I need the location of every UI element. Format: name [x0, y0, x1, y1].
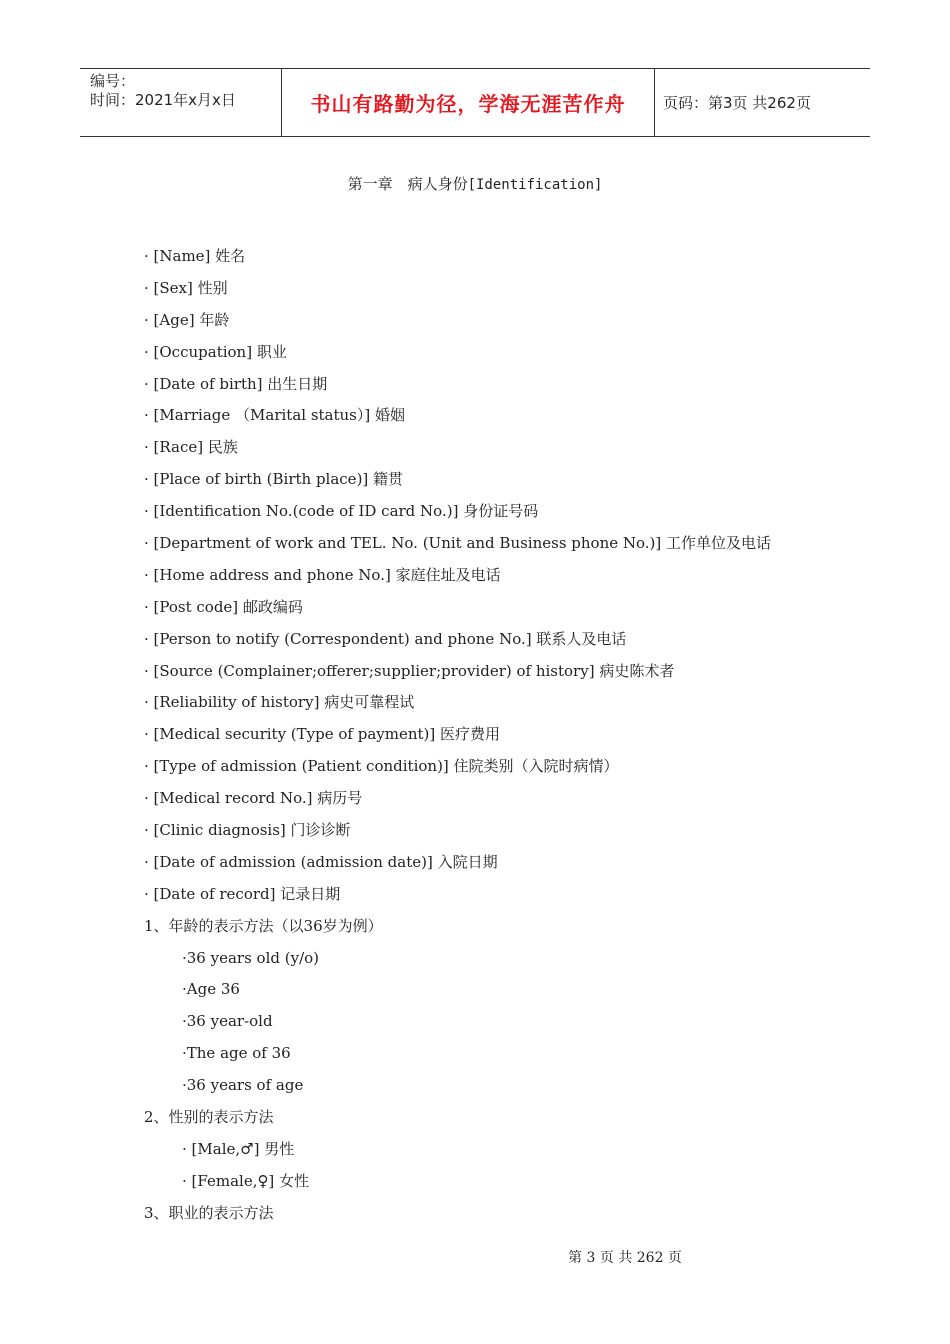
age-format-item: ·The age of 36 [182, 1044, 291, 1063]
sex-format-item: · [Female,♀] 女性 [182, 1171, 310, 1190]
list-item: · [Medical record No.] 病历号 [144, 789, 363, 808]
document-body [144, 241, 904, 1230]
list-item: · [Age] 年龄 [144, 310, 230, 329]
list-item: · [Home address and phone No.] 家庭住址及电话 [144, 565, 501, 584]
sex-format-item: · [Male,♂] 男性 [182, 1139, 295, 1158]
list-item: · [Occupation] 职业 [144, 342, 287, 361]
document-time: 时间：2021年x月x日 [90, 91, 236, 109]
chapter-title-en: [Identification] [467, 177, 603, 193]
page-header [80, 68, 870, 137]
list-item: · [Date of birth] 出生日期 [144, 374, 328, 393]
header-meta [80, 69, 281, 136]
list-item: · [Post code] 邮政编码 [144, 597, 303, 616]
list-item: · [Type of admission (Patient condition)] 住院类别（入院时病情） [144, 757, 619, 776]
list-item: · [Clinic diagnosis] 门诊诊断 [144, 821, 351, 840]
list-item: · [Place of birth (Birth place)] 籍贯 [144, 470, 404, 489]
age-format-item: ·36 years of age [182, 1076, 304, 1095]
list-item: · [Source (Complainer;offerer;supplier;provider) of history] 病史陈术者 [144, 661, 675, 680]
age-format-item: ·Age 36 [182, 980, 240, 999]
list-item: · [Name] 姓名 [144, 247, 246, 265]
age-format-item: ·36 years old (y/o) [182, 948, 320, 967]
list-item: · [Department of work and TEL. No. (Unit and Business phone No.)] 工作单位及电话 [144, 534, 772, 553]
list-item: · [Race] 民族 [144, 438, 238, 457]
section-heading-sex: 2、性别的表示方法 [144, 1108, 274, 1127]
list-item: · [Reliability of history] 病史可靠程试 [144, 693, 415, 712]
page-footer: 第 3 页 共 262 页 [568, 1250, 682, 1266]
document-code-label: 编号： [90, 72, 136, 90]
section-heading-age: 1、年龄的表示方法（以36岁为例） [144, 916, 383, 935]
chapter-title-cn: 第一章 病人身份 [347, 175, 468, 193]
list-item: · [Marriage （Marital status）] 婚姻 [144, 406, 405, 425]
list-item: · [Person to notify (Correspondent) and phone No.] 联系人及电话 [144, 629, 627, 648]
list-item: · [Identification No.(code of ID card No.)] 身份证号码 [144, 502, 539, 521]
chapter-title [0, 173, 950, 194]
list-item: · [Date of admission (admission date)] 入院日期 [144, 852, 498, 871]
section-heading-occupation: 3、职业的表示方法 [144, 1203, 274, 1222]
age-format-item: ·36 year-old [182, 1012, 273, 1031]
list-item: · [Date of record] 记录日期 [144, 884, 341, 903]
list-item: · [Medical security (Type of payment)] 医疗费用 [144, 725, 501, 744]
header-page-info: 页码：第3页 共262页 [663, 94, 811, 112]
list-item: · [Sex] 性别 [144, 278, 228, 297]
header-motto: 书山有路勤为径，学海无涯苦作舟 [281, 69, 655, 136]
